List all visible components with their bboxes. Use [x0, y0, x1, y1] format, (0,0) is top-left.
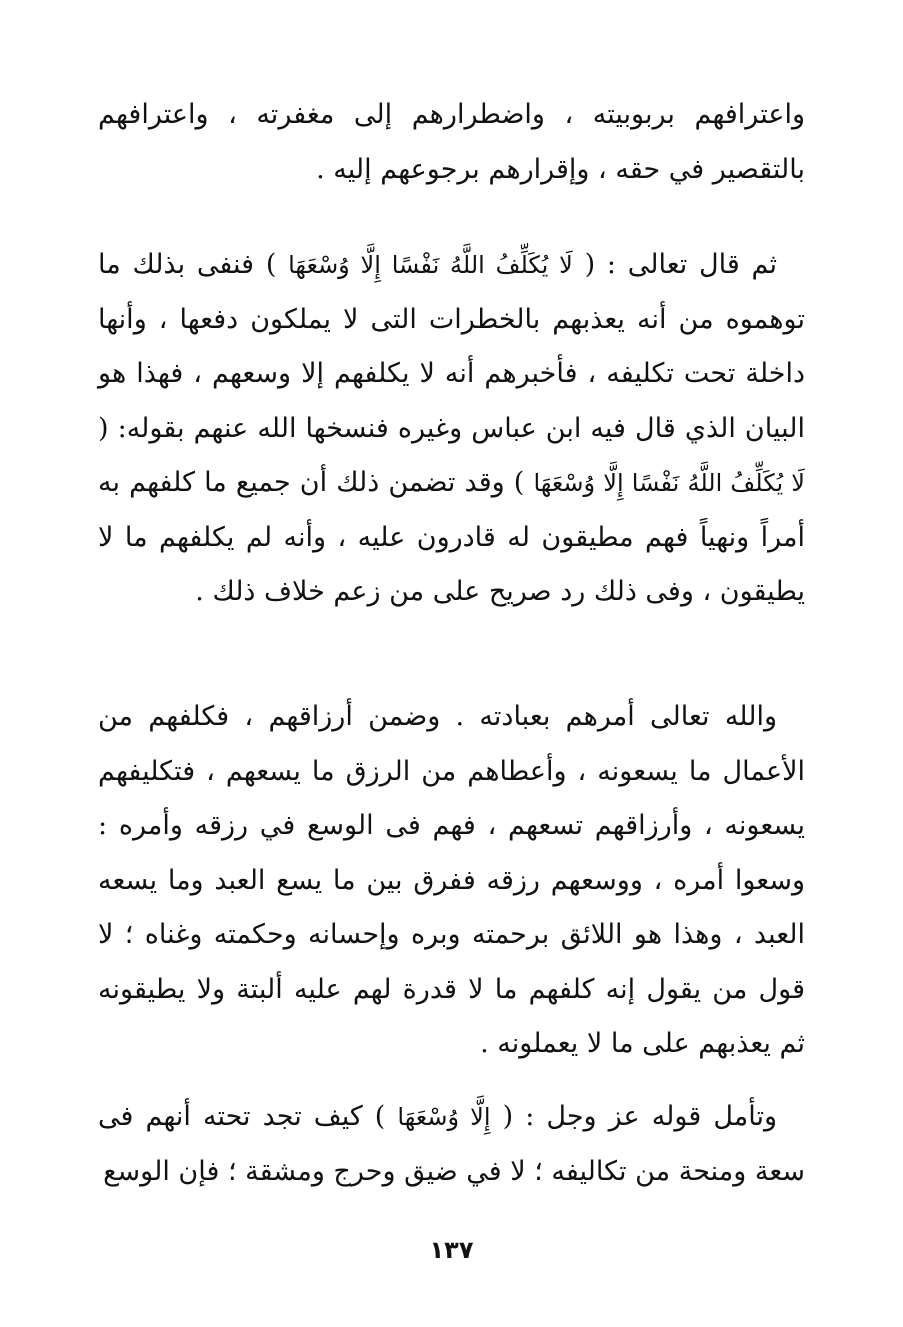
paragraph-3 [98, 690, 805, 1072]
paragraph-1 [98, 88, 805, 197]
paragraph-1-text: واعترافهم بربوبيته ، واضطرارهم إلى مغفرته ، واعترافهم بالتقصير في حقه ، وإقرارهم برجوعهم إليه . [98, 99, 805, 185]
quran-verse-1: لَا يُكَلِّفُ اللَّهُ نَفْسًا إِلَّا وُسْعَهَا [288, 251, 573, 279]
paragraph-2-tail: ) وقد تضمن ذلك أن جميع ما كلفهم به أمراً ونهياً فهم مطيقون له قادرون عليه ، وأنه لم يكلفهم ما لا يطيقون ، وفى ذلك رد صريح على من زعم خلاف ذلك . [98, 467, 805, 607]
quran-verse-2: لَا يُكَلِّفُ اللَّهُ نَفْسًا إِلَّا وُسْعَهَا [533, 469, 805, 497]
paragraph-4-tail: ) كيف تجد تحته أنهم فى سعة ومنحة من تكاليفه ؛ لا في ضيق وحرج ومشقة ؛ فإن الوسع [98, 1101, 805, 1187]
page-number: ١٣٧ [429, 1236, 474, 1264]
paragraph-4 [98, 1090, 805, 1199]
paragraph-2 [98, 238, 805, 620]
paragraph-4-lead: وتأمل قوله عز وجل : ( [502, 1101, 778, 1132]
quran-verse-3: إِلَّا وُسْعَهَا [397, 1103, 491, 1131]
paragraph-3-text: والله تعالى أمرهم بعبادته . وضمن أرزاقهم ، فكلفهم من الأعمال ما يسعونه ، وأعطاهم من الرزق ما يسعهم ، فتكليفهم يسعونه ، وأرزاقهم تسعهم ، فهم فى الوسع في رزقه وأمره : وسعوا أمره ، ووسعهم رزقه ففرق بين ما يسع العبد وما يسعه العبد ، وهذا هو اللائق برحمته وبره وإحسانه وحكمته وغناه ؛ لا قول من يقول إنه كلفهم ما لا قدرة لهم عليه ألبتة ولا يطيقونه ثم يعذبهم على ما لا يعملونه . [98, 701, 805, 1059]
paragraph-2-middle: ) فنفى بذلك ما توهموه من أنه يعذبهم بالخطرات التى لا يملكون دفعها ، وأنها داخلة تحت تكليفه ، فأخبرهم أنه لا يكلفهم إلا وسعهم ، فهذا هو البيان الذي قال فيه ابن عباس وغيره فنسخها الله عنهم بقوله: ( [98, 249, 805, 444]
paragraph-2-lead: ثم قال تعالى : ( [584, 249, 777, 280]
